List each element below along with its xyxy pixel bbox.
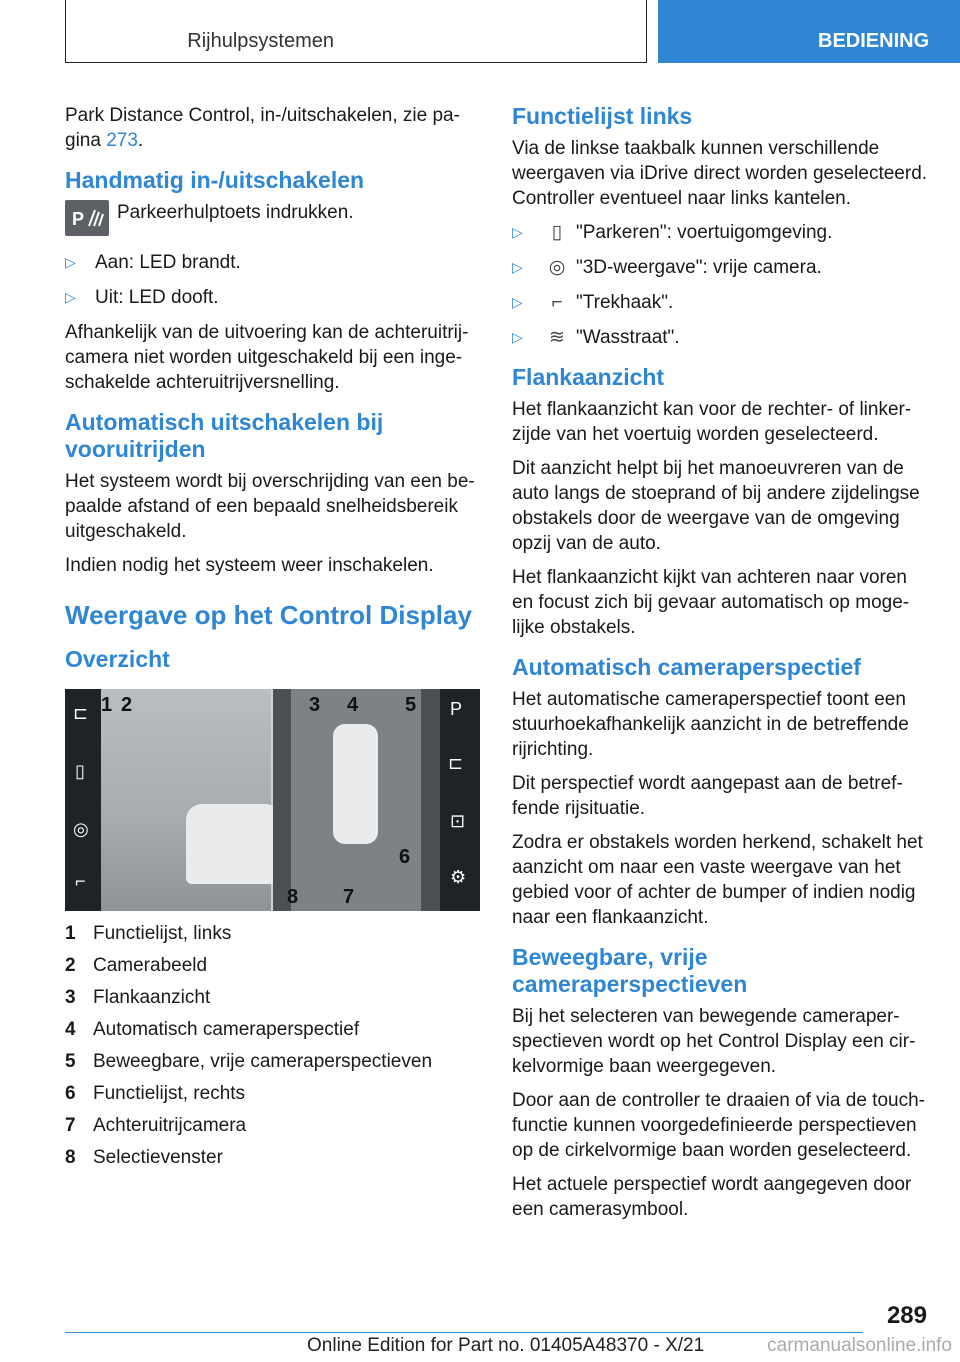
footer-divider — [65, 1332, 863, 1333]
parking-car-icon: ▯ — [551, 222, 563, 243]
heading-flank: Flankaanzicht — [512, 364, 665, 390]
car-wash-icon: ≋ — [549, 327, 565, 348]
button-instruction: Parkeerhulptoets indrukken. — [117, 202, 354, 223]
heading-manual: Handmatig in-/uitschakelen — [65, 167, 365, 193]
freecam-paragraph-2: Door aan de controller te draaien of via de touch-functie kunnen voorgedefinieerde perspectieven op de cirkelvormige baan worden geselecteerd. — [512, 1090, 925, 1161]
watermark: carmanualsonline.info — [767, 1335, 952, 1356]
autocam-paragraph-3: Zodra er obstakels worden herkend, schakelt het aanzicht om naar een vaste weergave van het gebied voor of achter de bumper of indien nodig naar een flankaanzicht. — [512, 832, 923, 928]
list-item: ▷ ≋ "Wasstraat". — [512, 327, 680, 348]
figure-label: 5 — [405, 694, 417, 716]
triangle-bullet-icon: ▷ — [512, 329, 523, 345]
heading-freecam: Beweegbare, vrije cameraperspectieven — [512, 944, 748, 997]
funclist-paragraph: Via de linkse taakbalk kunnen verschillende weergaven via iDrive direct worden geselecteerd. Controller eventueel naar links kantelen. — [512, 138, 928, 209]
page-link[interactable]: 273 — [106, 130, 138, 151]
figure-label: 1 — [101, 694, 113, 716]
heading-funclist: Functielijst links — [512, 103, 693, 129]
legend-item: 3 Flankaanzicht — [65, 987, 211, 1008]
legend-item: 6 Functielijst, rechts — [65, 1083, 246, 1104]
parking-p-icon: P — [450, 699, 463, 719]
heading-display: Weergave op het Control Display — [65, 600, 472, 630]
list-item: ▷ ◎ "3D-weergave": vrije camera. — [512, 257, 822, 278]
gear-icon: ⚙ — [450, 867, 467, 887]
parking-button-row — [65, 200, 480, 236]
triangle-bullet-icon: ▷ — [65, 254, 76, 270]
autocam-paragraph-2: Dit perspectief wordt aangepast aan de betref-fende rijsituatie. — [512, 773, 903, 819]
flank-paragraph-3: Het flankaanzicht kijkt van achteren naar voren en focust zich bij gevaar automatisch op moge-lijke obstakels. — [512, 567, 910, 638]
flank-paragraph-1: Het flankaanzicht kan voor de rechter- of linker-zijde van het voertuig worden geselecteerd. — [512, 399, 912, 445]
freecam-paragraph-1: Bij het selecteren van bewegende cameraper-spectieven wordt op het Control Display een cir-kelvormige baan weergegeven. — [512, 1006, 916, 1077]
autocam-paragraph-1: Het automatische cameraperspectief toont een stuurhoekafhankelijk aanzicht in de betreffende rijrichting. — [512, 689, 909, 760]
triangle-bullet-icon: ▷ — [512, 224, 523, 240]
triangle-bullet-icon: ▷ — [512, 259, 523, 275]
top-view-car — [333, 724, 378, 844]
svg-text:P: P — [72, 209, 85, 229]
left-column — [65, 103, 480, 1177]
figure-label: 8 — [287, 886, 299, 908]
trailer-hitch-icon: ⌐ — [551, 292, 563, 313]
heading-autocam: Automatisch cameraperspectief — [512, 654, 861, 680]
3d-view-icon: ◎ — [548, 257, 566, 278]
list-item: ▷ ▯ "Parkeren": voertuigomgeving. — [512, 222, 833, 243]
figure-label: 3 — [309, 694, 321, 716]
function-list-left — [65, 689, 101, 911]
parking-assist-button-icon — [65, 200, 109, 236]
list-item: ▷ Uit: LED dooft. — [65, 287, 219, 308]
right-column — [512, 103, 930, 1231]
figure-label: 4 — [347, 694, 359, 716]
footer-edition: Online Edition for Part no. 01405A48370 - X/21 — [307, 1335, 705, 1356]
rear-car-image — [186, 804, 281, 884]
figure-label: 6 — [399, 846, 411, 868]
list-item: ▷ Aan: LED brandt. — [65, 252, 241, 273]
heading-auto-off: Automatisch uitschakelen bij vooruitrijden — [65, 409, 384, 462]
chapter-tab: BEDIENING — [658, 0, 960, 63]
figure-label: 7 — [343, 886, 355, 908]
3d-view-icon: ◎ — [73, 819, 89, 839]
flank-paragraph-2: Dit aanzicht helpt bij het manoeuvreren van de auto langs de stoeprand of bij andere zijdelingse obstakels door de weergave van de omgeving opzij van de auto. — [512, 458, 920, 554]
camera-settings-icon: ⊡ — [450, 811, 466, 831]
legend-item: 8 Selectievenster — [65, 1147, 223, 1168]
trailer-hitch-icon: ⌐ — [75, 871, 86, 891]
camera-paragraph: Afhankelijk van de uitvoering kan de achteruitrij-camera niet worden uitgeschakeld bij een inge-schakelde achteruitrijversnelling. — [65, 322, 469, 393]
freecam-paragraph-3: Het actuele perspectief wordt aangegeven door een camerasymbool. — [512, 1174, 912, 1220]
intro-paragraph: Park Distance Control, in-/uitschakelen, zie pa-gina 273. — [65, 105, 460, 151]
function-list-right — [440, 689, 480, 911]
figure-legend — [65, 921, 480, 1170]
auto-off-paragraph: Het systeem wordt bij overschrijding van een be-paalde afstand of een bepaald snelheidsbereik uitgeschakeld. — [65, 471, 475, 542]
page-number: 289 — [886, 1302, 927, 1329]
triangle-bullet-icon: ▷ — [65, 289, 76, 305]
legend-item: 7 Achteruitrijcamera — [65, 1115, 247, 1136]
triangle-bullet-icon: ▷ — [512, 294, 523, 310]
legend-item: 5 Beweegbare, vrije cameraperspectieven — [65, 1051, 433, 1072]
top-view — [273, 689, 440, 911]
legend-item: 1 Functielijst, links — [65, 923, 232, 944]
legend-item: 2 Camerabeeld — [65, 955, 208, 976]
parking-car-icon: ▯ — [75, 761, 85, 781]
legend-item: 4 Automatisch cameraperspectief — [65, 1019, 360, 1040]
camera-image — [101, 689, 271, 911]
section-title: Rijhulpsystemen — [187, 30, 334, 52]
car-side-icon: ⊏ — [448, 753, 464, 773]
header-frame — [65, 0, 647, 63]
reactivate-paragraph: Indien nodig het systeem weer inschakelen. — [65, 555, 434, 576]
figure-label: 2 — [121, 694, 133, 716]
car-side-icon: ⊏ — [73, 703, 89, 723]
heading-overview: Overzicht — [65, 646, 170, 672]
list-item: ▷ ⌐ "Trekhaak". — [512, 292, 674, 313]
control-display-figure — [65, 689, 480, 911]
